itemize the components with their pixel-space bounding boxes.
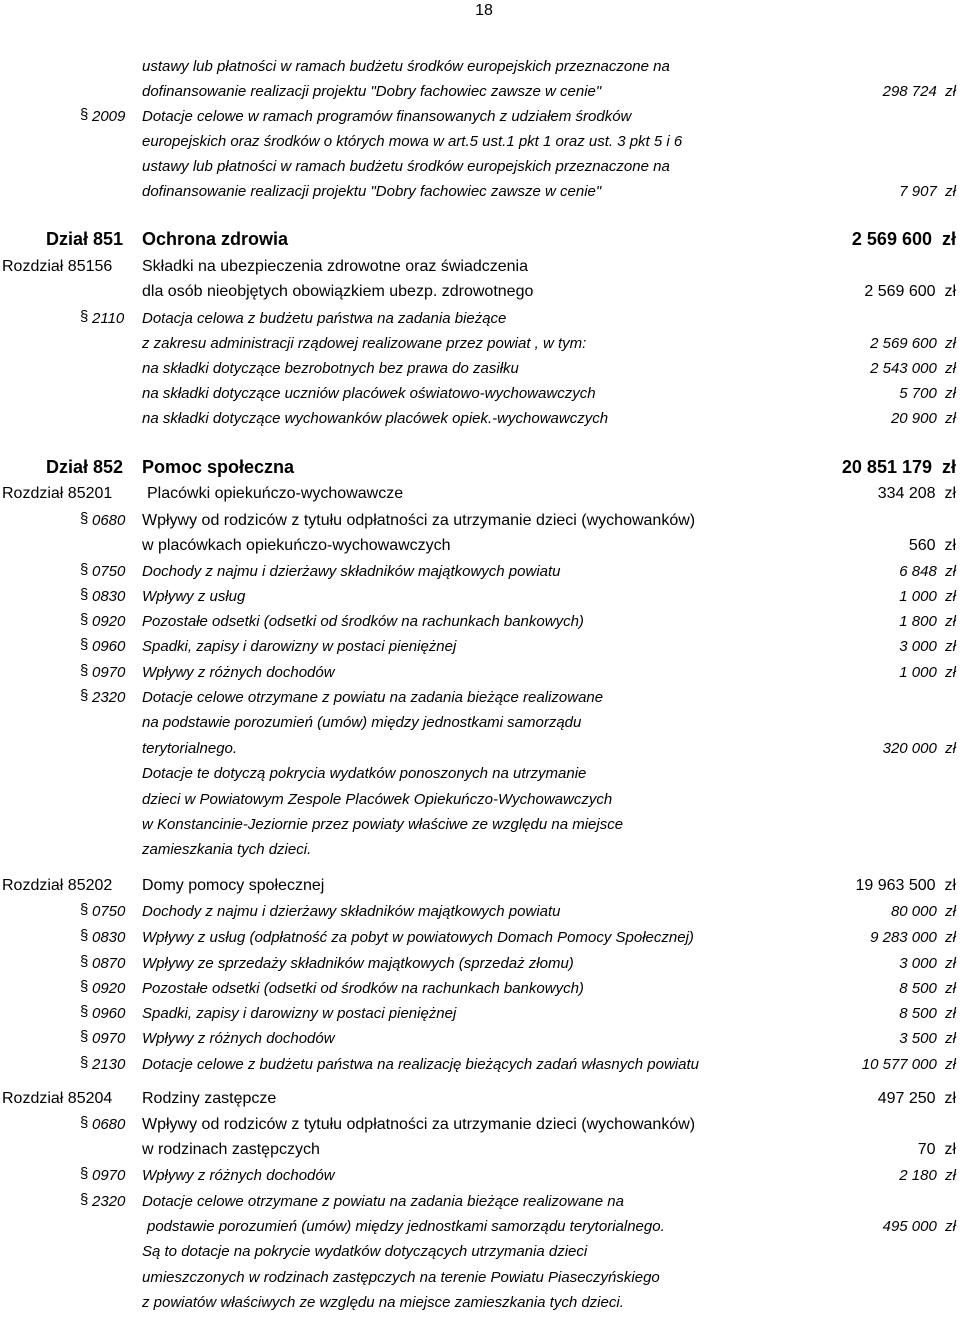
classification-code: 2009 (92, 108, 126, 125)
paragraph-icon: § (80, 953, 89, 970)
line-text: Spadki, zapisy i darowizny w postaci pieniężnej (142, 1005, 457, 1022)
document-line (0, 537, 960, 561)
amount-value: 560 zł (908, 537, 956, 554)
document-line (0, 664, 960, 688)
line-text: Dotacje celowe z budżetu państwa na realizację bieżących zadań własnych powiatu (142, 1056, 699, 1073)
line-text: Domy pomocy społecznej (142, 877, 325, 894)
paragraph-icon: § (80, 927, 89, 944)
document-line (0, 385, 960, 409)
line-text: Wpływy od rodziców z tytułu odpłatności za utrzymanie dzieci (wychowanków) (142, 512, 696, 529)
paragraph-icon: § (80, 901, 89, 918)
amount-value: 1 000 zł (899, 664, 956, 681)
subsection-label: Rozdział 85204 (2, 1090, 113, 1107)
classification-code: 0680 (92, 512, 126, 529)
line-text: Pozostałe odsetki (odsetki od środków na rachunkach bankowych) (142, 613, 584, 630)
line-text: Dotacje celowe otrzymane z powiatu na zadania bieżące realizowane na (142, 1193, 624, 1210)
classification-code: 0970 (92, 664, 126, 681)
document-line (0, 183, 960, 207)
line-text: dofinansowanie realizacji projektu "Dobry fachowiec zawsze w cenie" (142, 183, 602, 200)
line-text: Dotacje celowe otrzymane z powiatu na zadania bieżące realizowane (142, 689, 604, 706)
document-line (0, 1116, 960, 1140)
document-line (0, 903, 960, 927)
document-line (0, 457, 960, 481)
document-line (0, 740, 960, 764)
document-line (0, 588, 960, 612)
document-line (0, 1218, 960, 1242)
amount-value: 298 724 zł (882, 83, 956, 100)
amount-value: 20 900 zł (890, 410, 956, 427)
line-text: Składki na ubezpieczenia zdrowotne oraz świadczenia (142, 258, 528, 275)
amount-value: 3 000 zł (899, 638, 956, 655)
line-text: w rodzinach zastępczych (142, 1141, 320, 1158)
paragraph-icon: § (80, 586, 89, 603)
line-text: na składki dotyczące bezrobotnych bez prawa do zasiłku (142, 360, 519, 377)
line-text: w Konstancinie-Jeziornie przez powiaty właściwe ze względu na miejsce (142, 816, 624, 833)
line-text: Wpływy z różnych dochodów (142, 664, 335, 681)
amount-value: 497 250 zł (877, 1090, 956, 1107)
line-text: Wpływy z różnych dochodów (142, 1030, 335, 1047)
line-text: ustawy lub płatności w ramach budżetu środków europejskich przeznaczone na (142, 158, 670, 175)
document-line (0, 360, 960, 384)
paragraph-icon: § (80, 106, 89, 123)
document-line (0, 1243, 960, 1267)
amount-value: 2 543 000 zł (870, 360, 956, 377)
classification-code: 0870 (92, 955, 126, 972)
line-text: Dotacje celowe w ramach programów finansowanych z udziałem środków (142, 108, 632, 125)
paragraph-icon: § (80, 662, 89, 679)
amount-value: 334 208 zł (877, 485, 956, 502)
line-text: Placówki opiekuńczo-wychowawcze (147, 485, 404, 502)
document-line (0, 955, 960, 979)
line-text: podstawie porozumień (umów) między jednostkami samorządu terytorialnego. (147, 1218, 665, 1235)
document-line (0, 133, 960, 157)
document-line (0, 638, 960, 662)
subsection-label: Rozdział 85156 (2, 258, 113, 275)
line-text: terytorialnego. (142, 740, 238, 757)
document-line (0, 58, 960, 82)
amount-value: 8 500 zł (899, 980, 956, 997)
line-text: Wpływy z usług (142, 588, 246, 605)
document-line (0, 980, 960, 1004)
line-text: Wpływy od rodziców z tytułu odpłatności za utrzymanie dzieci (wychowanków) (142, 1116, 696, 1133)
line-text: Rodziny zastępcze (142, 1090, 277, 1107)
line-text: na składki dotyczące wychowanków placówek opiek.-wychowawczych (142, 410, 609, 427)
paragraph-icon: § (80, 1028, 89, 1045)
line-text: z powiatów właściwych ze względu na miejsce zamieszkania tych dzieci. (142, 1294, 624, 1311)
paragraph-icon: § (80, 978, 89, 995)
paragraph-icon: § (80, 1114, 89, 1131)
paragraph-icon: § (80, 1054, 89, 1071)
line-text: umieszczonych w rodzinach zastępczych na terenie Powiatu Piaseczyńskiego (142, 1269, 660, 1286)
classification-code: 0960 (92, 1005, 126, 1022)
classification-code: 0920 (92, 980, 126, 997)
classification-code: 2320 (92, 689, 126, 706)
document-line (0, 258, 960, 282)
amount-value: 8 500 zł (899, 1005, 956, 1022)
document-line (0, 1294, 960, 1318)
paragraph-icon: § (80, 1165, 89, 1182)
amount-value: 80 000 zł (890, 903, 956, 920)
line-text: Dochody z najmu i dzierżawy składników majątkowych powiatu (142, 563, 561, 580)
line-text: Dotacje te dotyczą pokrycia wydatków ponoszonych na utrzymanie (142, 765, 587, 782)
line-text: Wpływy ze sprzedaży składników majątkowych (sprzedaż złomu) (142, 955, 574, 972)
line-text: Są to dotacje na pokrycie wydatków dotyczących utrzymania dzieci (142, 1243, 588, 1260)
amount-value: 2 569 600 zł (851, 229, 956, 249)
amount-value: 320 000 zł (882, 740, 956, 757)
document-line (0, 83, 960, 107)
line-text: dofinansowanie realizacji projektu "Dobry fachowiec zawsze w cenie" (142, 83, 602, 100)
document-line (0, 1193, 960, 1217)
document-line (0, 335, 960, 359)
section-title: Ochrona zdrowia (142, 229, 289, 249)
amount-value: 1 800 zł (899, 613, 956, 630)
classification-code: 0960 (92, 638, 126, 655)
classification-code: 2320 (92, 1193, 126, 1210)
line-text: Wpływy z usług (odpłatność za pobyt w powiatowych Domach Pomocy Społecznej) (142, 929, 694, 946)
paragraph-icon: § (80, 1003, 89, 1020)
subsection-label: Rozdział 85201 (2, 485, 113, 502)
paragraph-icon: § (80, 636, 89, 653)
classification-code: 0750 (92, 903, 126, 920)
line-text: zamieszkania tych dzieci. (142, 841, 312, 858)
classification-code: 2110 (92, 310, 125, 327)
document-line (0, 714, 960, 738)
classification-code: 0680 (92, 1116, 126, 1133)
line-text: dzieci w Powiatowym Zespole Placówek Opiekuńczo-Wychowawczych (142, 791, 613, 808)
classification-code: 0830 (92, 929, 126, 946)
amount-value: 1 000 zł (899, 588, 956, 605)
document-line (0, 310, 960, 334)
section-title: Pomoc społeczna (142, 457, 295, 477)
line-text: Dotacja celowa z budżetu państwa na zadania bieżące (142, 310, 507, 327)
classification-code: 2130 (92, 1056, 126, 1073)
amount-value: 70 zł (917, 1141, 956, 1158)
amount-value: 2 180 zł (899, 1167, 956, 1184)
paragraph-icon: § (80, 561, 89, 578)
document-line (0, 791, 960, 815)
document-line (0, 1056, 960, 1080)
document-line (0, 689, 960, 713)
document-line (0, 283, 960, 307)
amount-value: 495 000 zł (882, 1218, 956, 1235)
document-line (0, 765, 960, 789)
amount-value: 3 000 zł (899, 955, 956, 972)
section-label: Dział 851 (46, 229, 124, 249)
line-text: ustawy lub płatności w ramach budżetu środków europejskich przeznaczone na (142, 58, 670, 75)
line-text: na podstawie porozumień (umów) między jednostkami samorządu (142, 714, 582, 731)
document-line (0, 1269, 960, 1293)
document-line (0, 1005, 960, 1029)
paragraph-icon: § (80, 687, 89, 704)
document-line (0, 229, 960, 253)
amount-value: 2 569 600 zł (870, 335, 956, 352)
page-number: 18 (475, 2, 493, 19)
classification-code: 0970 (92, 1030, 126, 1047)
line-text: Spadki, zapisy i darowizny w postaci pieniężnej (142, 638, 457, 655)
subsection-label: Rozdział 85202 (2, 877, 113, 894)
line-text: w placówkach opiekuńczo-wychowawczych (142, 537, 451, 554)
document-line (0, 108, 960, 132)
document-line (0, 1090, 960, 1114)
paragraph-icon: § (80, 308, 89, 325)
document-line (0, 613, 960, 637)
paragraph-icon: § (80, 611, 89, 628)
amount-value: 6 848 zł (899, 563, 956, 580)
line-text: Pozostałe odsetki (odsetki od środków na rachunkach bankowych) (142, 980, 584, 997)
document-line (0, 929, 960, 953)
amount-value: 19 963 500 zł (855, 877, 956, 894)
amount-value: 3 500 zł (899, 1030, 956, 1047)
amount-value: 9 283 000 zł (870, 929, 956, 946)
line-text: na składki dotyczące uczniów placówek oświatowo-wychowawczych (142, 385, 596, 402)
document-line (0, 841, 960, 865)
document-line (0, 485, 960, 509)
line-text: dla osób nieobjętych obowiązkiem ubezp. zdrowotnego (142, 283, 534, 300)
classification-code: 0920 (92, 613, 126, 630)
document-line (0, 512, 960, 536)
amount-value: 7 907 zł (899, 183, 956, 200)
document-line (0, 1167, 960, 1191)
document-line (0, 1030, 960, 1054)
amount-value: 5 700 zł (899, 385, 956, 402)
document-line (0, 158, 960, 182)
amount-value: 2 569 600 zł (864, 283, 956, 300)
line-text: Wpływy z różnych dochodów (142, 1167, 335, 1184)
paragraph-icon: § (80, 510, 89, 527)
classification-code: 0970 (92, 1167, 126, 1184)
line-text: Dochody z najmu i dzierżawy składników majątkowych powiatu (142, 903, 561, 920)
classification-code: 0750 (92, 563, 126, 580)
section-label: Dział 852 (46, 457, 124, 477)
document-line (0, 877, 960, 901)
document-line (0, 410, 960, 434)
document-line (0, 1141, 960, 1165)
amount-value: 10 577 000 zł (861, 1056, 956, 1073)
line-text: z zakresu administracji rządowej realizowane przez powiat , w tym: (142, 335, 587, 352)
amount-value: 20 851 179 zł (841, 457, 956, 477)
document-line (0, 563, 960, 587)
document-line (0, 816, 960, 840)
line-text: europejskich oraz środków o których mowa w art.5 ust.1 pkt 1 oraz ust. 3 pkt 5 i 6 (142, 133, 683, 150)
classification-code: 0830 (92, 588, 126, 605)
paragraph-icon: § (80, 1191, 89, 1208)
